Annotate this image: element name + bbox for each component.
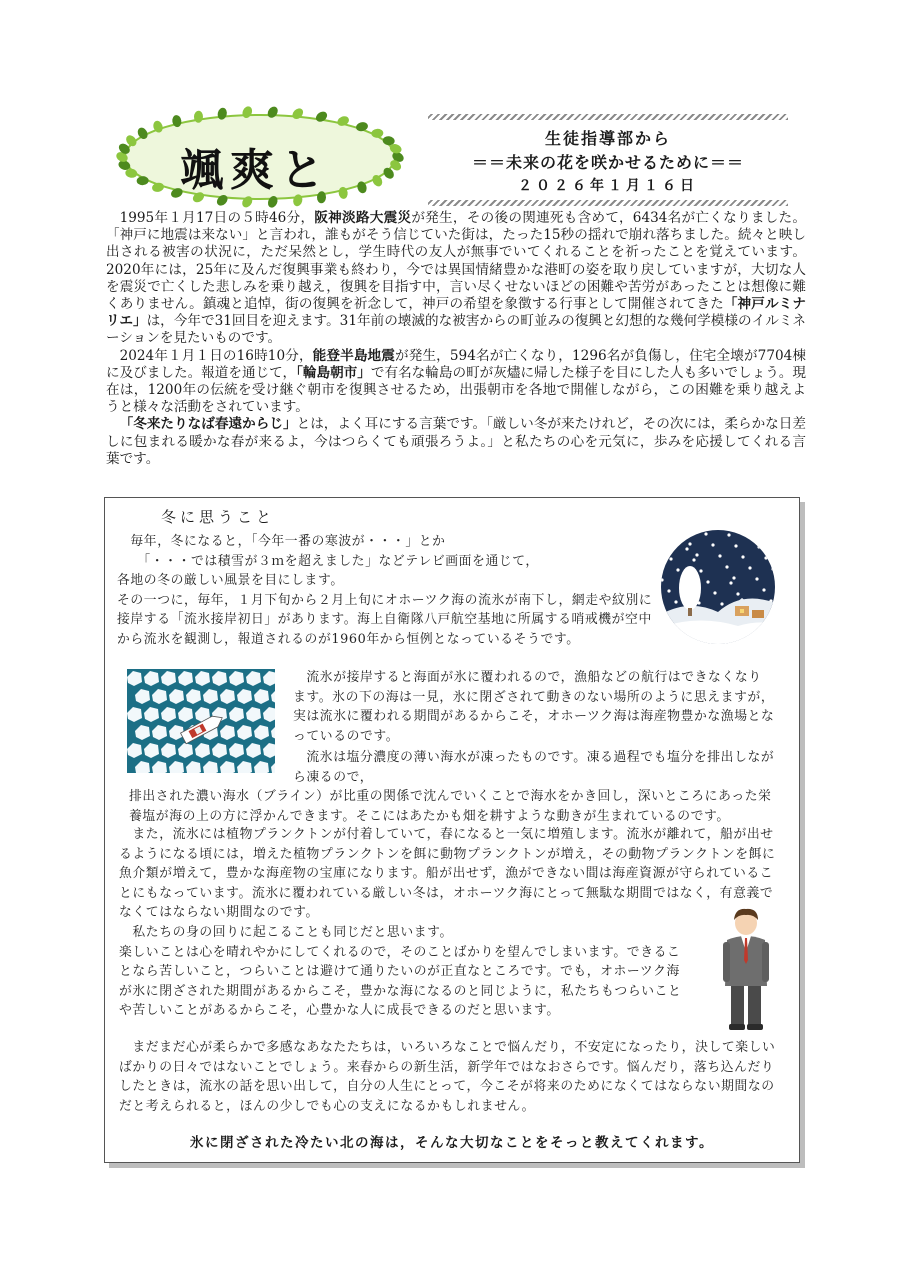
- essay-title: 冬に思うこと: [161, 508, 276, 526]
- text-run: で有名な輪島の町が灰燼に帰した様子を目にした人も多いでしょう。現在は，1200年の伝統を受け継ぐ朝市を復興させるため，出張朝市を各地で開催しながら，この困難を乗り越えようと様々な活動をされています。: [106, 364, 807, 416]
- essay-box: [104, 497, 800, 1163]
- masthead-title: 颯爽と: [180, 145, 330, 196]
- essay-closing-line: 氷に閉ざされた冷たい北の海は，そんな大切なことをそっと教えてくれます。: [190, 1135, 714, 1151]
- text-run: が発生，その後の関連死も含めて，6434名が亡くなりました。「神戸に地震は来ない」と言われ，誰もがそう信じていた街は，たった15秒の揺れで崩れ落ちました。続々と映し出される被害の状況に，ただ呆然とし，学生時代の友人が無事でいてくれることを祈ったことを覚えています。2020年には，25年に及んだ復興事業も終わり，今では異国情緒豊かな港町の姿を取り戻していますが，大切な人を震災で亡くした悲しみを乗り越え，復興を目指す中，言い尽くせないほどの困難や苦労があったことは想像に難くありません。鎮魂と追悼，街の復興を祈念して，神戸の希望を象徴する行事として開催されてきた: [106, 210, 806, 313]
- essay-line: その一つに，毎年，１月下旬から２月上旬にオホーツク海の流氷が南下し，網走や紋別に接岸する「流氷接岸初日」があります。海上自衛隊八戸航空基地に所属する哨戒機が空中から流氷を観測し，報道されるのが1960年から恒例となっているそうです。: [117, 592, 653, 647]
- highlighted-term: 「輪島朝市」: [296, 364, 371, 381]
- text-run: が発生，594名が亡くなり，1296名が負傷し，住宅全壊が7704棟に及びました。報道を通じて，: [106, 347, 807, 381]
- essay-line: 各地の冬の厳しい風景を目にします。: [117, 573, 344, 589]
- essay-paragraph: 排出された濃い海水（ブライン）が比重の関係で沈んでいくことで海水をかき回し，深いところにあった栄養塩が海の上の方に浮かんできます。そこにはあたかも畑を耕すような動きが生まれているのです。: [129, 789, 772, 824]
- intro-paragraph: [106, 416, 806, 468]
- header-divider-top: [428, 114, 788, 120]
- essay-paragraph: [117, 532, 657, 650]
- essay-paragraph: [119, 923, 693, 1021]
- intro-paragraph: [106, 210, 806, 348]
- text-run: とは，よく耳にする言葉です。「厳しい冬が来たけれど，その次には，柔らかな日差しに包まれる暖かな春が来るよ，今はつらくても頑張ろうよ。」と私たちの心を元気に，歩みを応援してくれる言葉です。: [106, 416, 807, 467]
- essay-paragraph: 流氷は塩分濃度の薄い海水が凍ったものです。凍る過程でも塩分を排出しながら凍るので，: [293, 750, 775, 785]
- issue-date: ２０２６年１月１６日: [518, 178, 698, 194]
- intro-paragraph: [106, 348, 806, 417]
- newsletter-subtitle: ＝＝未来の花を咲かせるために＝＝: [471, 153, 744, 172]
- intro-section: [106, 210, 806, 468]
- highlighted-term: 「冬来たりなば春遠からじ」: [119, 416, 297, 433]
- text-run: は，今年で31回目を迎えます。31年前の壊滅的な被害からの町並みの復興と幻想的な幾何学模様のイルミネーションを見たいものです。: [106, 313, 806, 347]
- header-divider-bottom: [428, 200, 788, 206]
- text-run: 2024年１月１日の16時10分，: [119, 347, 313, 364]
- essay-paragraph: 流氷が接岸すると海面が氷に覆われるので，漁船などの航行はできなくなります。氷の下の海は一見，氷に閉ざされて動きのない場所のように思えますが，実は流氷に覆われる期間があるからこそ，オホーツク海は海産物豊かな漁場となっているのです。: [293, 670, 775, 744]
- highlighted-term: 阪神淡路大震災: [314, 210, 412, 226]
- essay-paragraph: まだまだ心が柔らかで多感なあなたたちは，いろいろなことで悩んだり，不安定になったり，決して楽しいばかりの日々ではないことでしょう。来春からの新生活，新学年ではなおさらです。悩んだり，落ち込んだりしたときは，流氷の話を思い出して，自分の人生にとって，今こそが将来のためになくてはならない期間なのだと考えられると，ほんの少しでも心の支えになるかもしれません。: [119, 1040, 776, 1114]
- essay-paragraph: また，流氷には植物プランクトンが付着していて，春になると一気に増殖します。流氷が離れて，船が出せるようになる頃には，増えた植物プランクトンを餌に動物プランクトンが増え，その動物プランクトンを餌に魚介類が増えて，豊かな海産物の宝庫になります。船が出せず，漁ができない間は海産資源が守られていることにもなっています。流氷に覆われている厳しい冬は，オホーツク海にとって無駄な期間ではなく，有意義でなくてはならない期間なのです。: [119, 827, 776, 921]
- department-heading: 生徒指導部から: [544, 129, 671, 148]
- text-run: 1995年１月17日の５時46分，: [119, 210, 315, 226]
- essay-line: 私たちの身の回りに起こることも同じだと思います。: [119, 925, 453, 940]
- essay-line: 「・・・では積雪が３ｍを超えました」などテレビ画面を通じて，: [117, 553, 539, 569]
- highlighted-term: 能登半島地震: [312, 347, 396, 364]
- essay-line: 楽しいことは心を晴れやかにしてくれるので，そのことばかりを望んでしまいます。できることなら苦しいこと，つらいことは避けて通りたいのが正直なところです。でも，オホーツク海が氷に閉ざされた期間があるからこそ，豊かな海になるのと同じように，私たちもつらいことや苦しいことがあるからこそ，心豊かな人に成長できるのだと思います。: [119, 944, 682, 1019]
- essay-line: 毎年，冬になると，「今年一番の寒波が・・・」とか: [117, 534, 446, 549]
- drift-ice-ship-illustration: [127, 669, 275, 773]
- highlighted-term: 「神戸ルミナリエ」: [106, 296, 807, 330]
- man-in-suit-illustration: [715, 906, 777, 1034]
- snowy-village-night-illustration: [658, 528, 778, 646]
